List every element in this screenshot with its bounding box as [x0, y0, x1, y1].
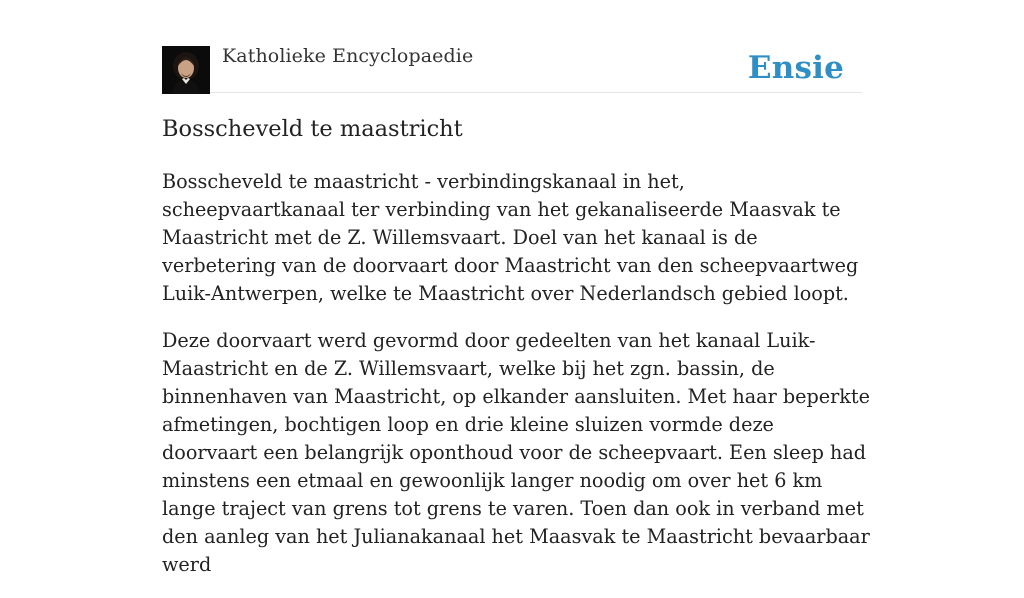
header [162, 0, 862, 93]
article-paragraph: Bosscheveld te maastricht - verbindingskanaal in het, scheepvaartkanaal ter verbinding van het gekanaliseerde Maasvak te Maastricht met de Z. Willemsvaart. Doel van het kanaal is de verbetering van de doorvaart door Maastricht van den scheepvaartweg Luik-Antwerpen, welke te Maastricht over Nederlandsch gebied loopt. [162, 170, 859, 305]
article-body [162, 168, 872, 598]
page-container [162, 0, 870, 576]
source-name[interactable]: Katholieke Encyclopaedie [222, 45, 474, 67]
portrait-avatar-icon[interactable] [162, 46, 210, 94]
brand-logo[interactable]: Ensie [747, 50, 844, 86]
article-title: Bosscheveld te maastricht [162, 116, 463, 142]
article-paragraph: Deze doorvaart werd gevormd door gedeelten van het kanaal Luik-Maastricht en de Z. Willemsvaart, welke bij het zgn. bassin, de binnenhaven van Maastricht, op elkander aansluiten. Met haar beperkte afmetingen, bochtigen loop en drie kleine sluizen vormde deze doorvaart een belangrijk oponthoud voor de scheepvaart. Een sleep had minstens een etmaal en gewoonlijk langer noodig om over het 6 km lange traject van grens tot grens te varen. Toen dan ook in verband met den aanleg van het Julianakanaal het Maasvak te Maastricht bevaarbaar werd [162, 329, 870, 576]
